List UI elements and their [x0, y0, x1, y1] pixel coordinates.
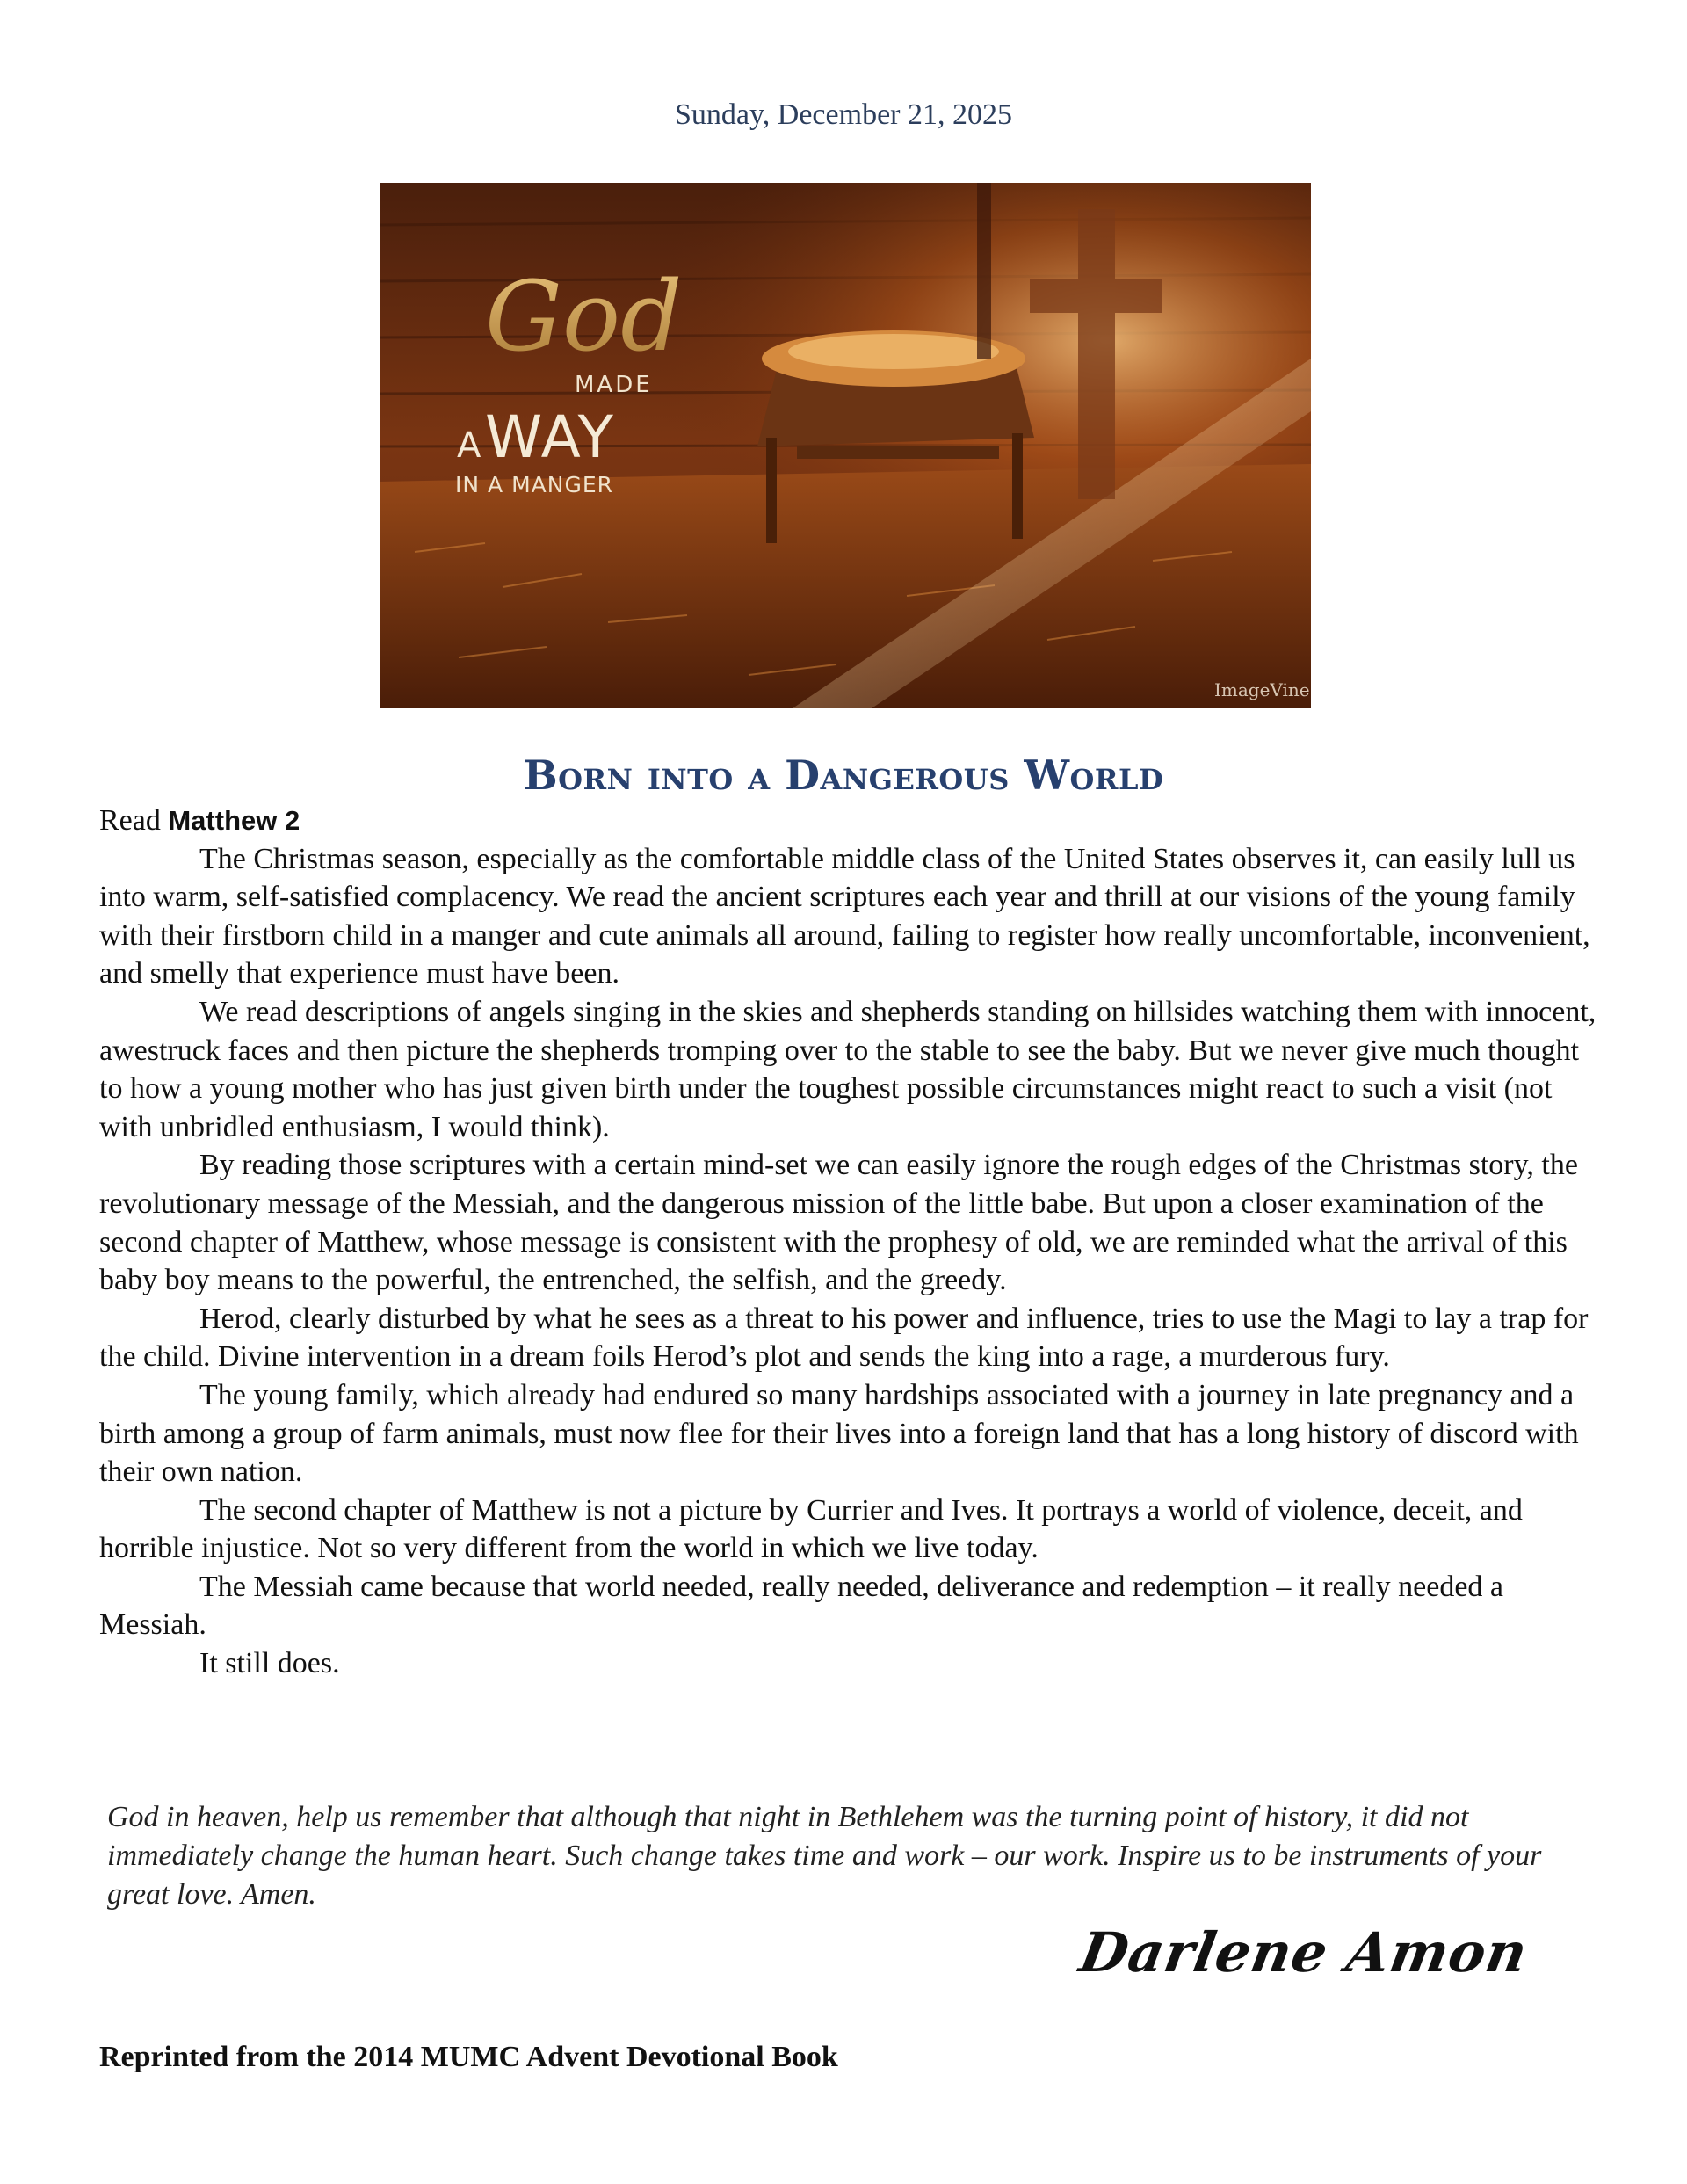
author-signature: Darlene Amon	[1075, 1920, 1533, 1984]
read-label: Read	[99, 804, 169, 837]
paragraph-2: We read descriptions of angels singing in the skies and shepherds standing on hillsides watching them with innocent, awestruck faces and then picture the shepherds tromping over to the stable to see the baby. But we never give much thought to how a young mother who has just given birth under the toughest possible circumstances might react to such a visit (not with unbridled enthusiasm, I would think).	[99, 995, 1596, 1143]
paragraph-1: The Christmas season, especially as the comfortable middle class of the United States observes it, can easily lull us into warm, self-satisfied complacency. We read the ancient scriptures each year and thrill at our visions of the young family with their firstborn child in a manger and cute animals all around, failing to register how really uncomfortable, inconvenient, and smelly that experience must have been.	[99, 842, 1590, 990]
paragraph-4: Herod, clearly disturbed by what he sees as a threat to his power and influence, tries to use the Magi to lay a trap for the child. Divine intervention in a dream foils Herod’s plot and sends the king into a rage, a murderous fury.	[99, 1302, 1589, 1374]
manger-cross-illustration	[380, 183, 1311, 708]
paragraph-5: The young family, which already had endured so many hardships associated with a journey in late pregnancy and a birth among a group of farm animals, must now flee for their lives into a foreign land that has a long history of discord with their own nation.	[99, 1378, 1579, 1489]
manger-scene-image	[380, 183, 1311, 708]
reprint-credit: Reprinted from the 2014 MUMC Advent Devotional Book	[99, 2041, 838, 2073]
devotional-heading: Born into a Dangerous World	[523, 751, 1164, 799]
reading-reference-line	[99, 802, 1602, 840]
god-title: God	[485, 260, 683, 373]
paragraph-7: The Messiah came because that world needed, really needed, deliverance and redemption – it really needed a Messiah.	[99, 1570, 1503, 1642]
closing-prayer: God in heaven, help us remember that although that night in Bethlehem was the turning point of history, it did not immediately change the human heart. Such change takes time and work – our work. Inspire us to be instruments of your great love. Amen.	[107, 1801, 1542, 1911]
paragraph-6: The second chapter of Matthew is not a picture by Currier and Ives. It portrays a world of violence, deceit, and horrible injustice. Not so very different from the world in which we live today.	[99, 1493, 1523, 1565]
post	[977, 183, 991, 359]
way-text: WAY	[485, 403, 615, 471]
scripture-reference: Matthew 2	[168, 805, 300, 836]
paragraph-8: It still does.	[199, 1647, 340, 1680]
in-a-manger-text: IN A MANGER	[455, 472, 613, 497]
devotional-body	[99, 802, 1602, 1683]
made-text: MADE	[575, 372, 653, 398]
paragraph-3: By reading those scriptures with a certain mind-set we can easily ignore the rough edges of the Christmas story, the revolutionary message of the Messiah, and the dangerous mission of the little babe. But upon a closer examination of the second chapter of Matthew, whose message is consistent with the prophesy of old, we are reminded what the arrival of this baby boy means to the powerful, the entrenched, the selfish, and the greedy.	[99, 1149, 1578, 1297]
date-line: Sunday, December 21, 2025	[675, 98, 1012, 131]
a-text: A	[457, 425, 481, 466]
imagevine-watermark: ImageVine	[1214, 679, 1310, 700]
